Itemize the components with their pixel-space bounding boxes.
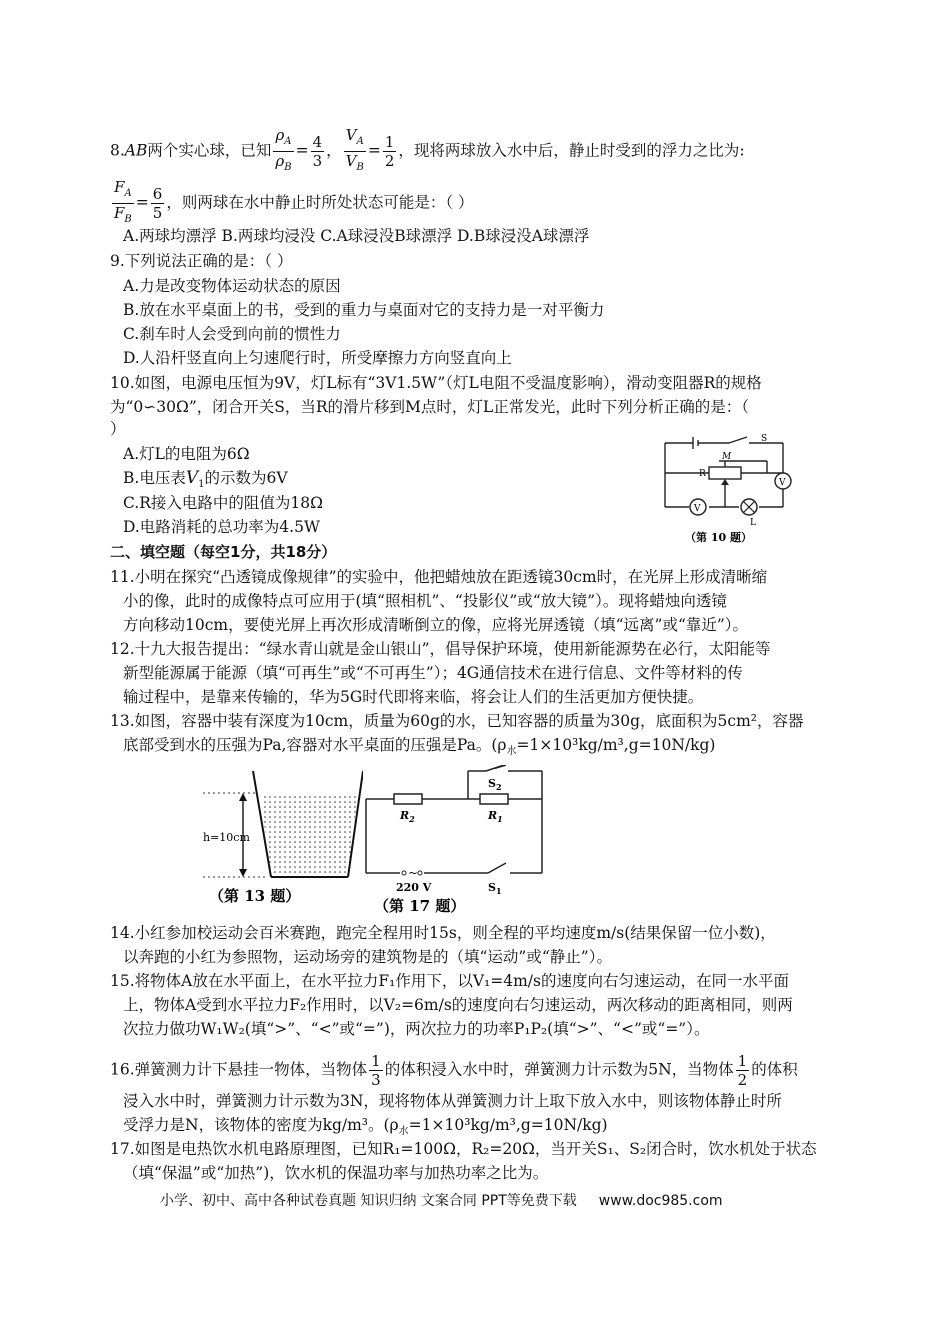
- q14-line-1: 14.小红参加校运动会百米赛跑，跑完全程用时15s，则全程的平均速度m/s(结果保留一位小数)，: [110, 924, 776, 942]
- q12-line-3: 输过程中，是靠来传输的，华为5G时代即将来临，将会让人们的生活更加方便快捷。: [123, 688, 704, 706]
- r2-sub: 2: [409, 814, 415, 824]
- q8-text-2: ，现将两球放入水中后，静止时受到的浮力之比为:: [398, 141, 745, 160]
- frac-den: 2: [384, 152, 395, 170]
- rho-a: ρ: [275, 126, 285, 144]
- fig13-caption: （第 13 题）: [209, 887, 301, 905]
- fig13-h-label: h=10cm: [203, 831, 250, 844]
- q8-line-1: 8.AB两个实心球，已知 $\frac{\rho_A}{\rho_B}$ = $\frac{4}{3}$ ， $\frac{V_A}{V_B}$ = $\frac{1}{2}$ ，现将两球放入水中后，静止时受到的浮力之比为:: [110, 126, 745, 177]
- r1: R: [488, 809, 498, 822]
- f-b-sub: B: [124, 214, 132, 225]
- q16-text-2: 的体积浸入水中时，弹簧测力计示数为5N，当物体: [384, 1060, 734, 1079]
- frac-den: 3: [312, 152, 323, 170]
- q9-option-b: B.放在水平桌面上的书，受到的重力与桌面对它的支持力是一对平衡力: [123, 301, 605, 319]
- q13-line-2: [123, 734, 715, 763]
- r2: R: [400, 809, 410, 822]
- q10-line-3: ）: [110, 420, 126, 438]
- q16-frac-1-3: [369, 1052, 383, 1089]
- q17-line-2: （填“保温”或“加热”)，饮水机的保温功率与加热功率之比为。: [123, 1164, 549, 1182]
- frac-den: 2: [737, 1071, 748, 1089]
- q10-b-v: V: [185, 468, 199, 488]
- s2: S: [488, 777, 496, 790]
- q8-frac-4-3: [311, 133, 325, 170]
- v-a: V: [345, 126, 357, 144]
- q15-line-2: 上，物体A受到水平拉力F₂作用时，以V₂=6m/s的速度向右匀速运动，两次移动的距离相同，则两: [123, 996, 793, 1014]
- q8-frac-1-2: [383, 133, 397, 170]
- v-a-sub: A: [356, 136, 364, 147]
- q14-line-2: 以奔跑的小红为参照物，运动场旁的建筑物是的（填“运动”或“静止”）。: [123, 948, 612, 966]
- q15-line-1: 15.将物体A放在水平面上，在水平拉力F₁作用下，以V₁=4m/s的速度向右匀速运动，在同一水平面: [110, 972, 789, 990]
- s2-sub: 2: [495, 782, 502, 792]
- q10-b-text: B.电压表: [123, 469, 186, 487]
- q10-option-c: C.R接入电路中的阻值为18Ω: [123, 494, 323, 512]
- q11-line-1: 11.小明在探究“凸透镜成像规律”的实验中，他把蜡烛放在距透镜30cm时，在光屏上形成清晰缩: [110, 568, 768, 586]
- q17-line-1: 17.如图是电热饮水机电路原理图，已知R₁=100Ω，R₂=20Ω，当开关S₁、S₂闭合时，饮水机处于状态: [110, 1140, 817, 1158]
- frac-den: 3: [371, 1071, 381, 1089]
- q12-line-2: 新型能源属于能源（填“可再生”或“不可再生”）；4G通信技术在进行信息、文件等材料的传: [123, 664, 743, 682]
- q11-line-3: 方向移动10cm，要使光屏上再次形成清晰倒立的像，应将光屏透镜（填“远离”或“靠近”）。: [123, 616, 749, 634]
- fig17-s1-label: [488, 881, 502, 896]
- fig10-l-label: L: [750, 518, 756, 528]
- fig10-caption: （第 10 题）: [685, 531, 752, 544]
- f-a-sub: A: [124, 188, 132, 199]
- s1: S: [488, 881, 496, 894]
- v-b: V: [345, 152, 357, 170]
- fig17-ac-symbol: ~: [408, 866, 419, 880]
- q8-text-1: 两个实心球，已知: [147, 141, 272, 160]
- fig17-r1-label: [487, 809, 503, 824]
- frac-num: 1: [384, 133, 395, 151]
- q13-rho-sub: 水: [506, 746, 517, 758]
- v-b-sub: B: [356, 162, 364, 173]
- q8-frac-6-5: [151, 185, 165, 222]
- q16-line-1: [110, 1052, 798, 1089]
- footer-text: 小学、初中、高中各种试卷真题 知识归纳 文案合同 PPT等免费下载: [160, 1193, 577, 1209]
- water-fill: [260, 793, 358, 875]
- q10-line-2: 为“0∽30Ω”，闭合开关S，当R的滑片移到M点时，灯L正常发光，此时下列分析正确的是：（: [110, 398, 749, 416]
- fig10-s-label: S: [761, 434, 768, 444]
- f-a: F: [114, 178, 125, 196]
- q16-text-1: 16.弹簧测力计下悬挂一物体，当物体: [110, 1060, 368, 1079]
- fig10-v2-label: V: [779, 478, 786, 488]
- fig10-r-label: R: [699, 469, 706, 479]
- q13-text: 底部受到水的压强为Pa,容器对水平桌面的压强是Pa。(ρ: [123, 736, 507, 754]
- q11-line-2: 小的像，此时的成像特点可应用于(填“照相机”、“投影仪”或“放大镜”）。现将蜡烛向透镜: [123, 592, 727, 610]
- q8-line-2: $\frac{F_A}{F_B}$ = $\frac{6}{5}$ ，则两球在水中静止时所处状态可能是：（ ）: [110, 178, 474, 229]
- q10-option-d: D.电路消耗的总功率为4.5W: [123, 518, 320, 536]
- section-2-title: 二、填空题（每空1分，共18分）: [110, 543, 337, 561]
- rho-b-sub: B: [284, 162, 292, 173]
- fig10-v1-label: V: [694, 504, 701, 514]
- page-footer: [160, 1190, 723, 1210]
- q10-b-sub: 1: [198, 479, 205, 491]
- frac-num: 1: [737, 1052, 748, 1070]
- q16-line-2: 浸入水中时，弹簧测力计示数为3N，现将物体从弹簧测力计上取下放入水中，则该物体静止时所: [123, 1092, 782, 1110]
- fig17-s2-label: [488, 777, 502, 792]
- q16-text-5: =1×10³kg/m³,g=10N/kg): [408, 1116, 608, 1134]
- fig17-voltage-label: 220 V: [396, 881, 432, 894]
- q16-frac-1-2: [736, 1052, 750, 1089]
- q16-text-3: 的体积: [751, 1060, 798, 1079]
- q8-options: A.两球均漂浮 B.两球均浸没 C.A球浸没B球漂浮 D.B球浸没A球漂浮: [123, 227, 590, 245]
- q13-text-2: =1×10³kg/m³,g=10N/kg): [516, 736, 716, 754]
- figure-17-circuit: [360, 765, 550, 915]
- q15-line-3: 次拉力做功W₁W₂(填“>”、“<”或“=”)，两次拉力的功率P₁P₂(填“>”、“<”或“=”）。: [123, 1020, 710, 1038]
- q16-rho-sub: 水: [398, 1126, 409, 1138]
- fig17-r2-label: [399, 809, 415, 824]
- q8-text-3: ，则两球在水中静止时所处状态可能是：（ ）: [166, 193, 474, 212]
- q13-line-1: 13.如图，容器中装有深度为10cm，质量为60g的水，已知容器的质量为30g，底面积为5cm²，容器: [110, 712, 804, 730]
- q12-line-1: 12.十九大报告提出：“绿水青山就是金山银山”，倡导保护环境，使用新能源势在必行，太阳能等: [110, 640, 771, 658]
- q9-option-a: A.力是改变物体运动状态的原因: [123, 277, 341, 295]
- q9-option-c: C.刹车时人会受到向前的惯性力: [123, 325, 341, 343]
- frac-num: 4: [312, 133, 323, 151]
- q10-line-1: 10.如图，电源电压恒为9V，灯L标有“3V1.5W”（灯L电阻不受温度影响），滑动变阻器R的规格: [110, 374, 762, 392]
- q10-option-a: A.灯L的电阻为6Ω: [123, 445, 250, 463]
- footer-site-link[interactable]: www.doc985.com: [598, 1193, 723, 1209]
- frac-num: 1: [371, 1052, 381, 1070]
- q8-density-ratio: [273, 126, 293, 177]
- q8-force-ratio: [112, 178, 134, 229]
- r1-sub: 1: [497, 814, 503, 824]
- q9-stem: 9.下列说法正确的是：（ ）: [110, 252, 293, 270]
- f-b: F: [114, 204, 125, 222]
- q10-b-text-2: 的示数为6V: [204, 469, 288, 487]
- rho-a-sub: A: [284, 136, 292, 147]
- q8-number: 8.: [110, 141, 125, 160]
- fig10-m-label: M: [722, 452, 732, 462]
- q8-ab: AB: [124, 141, 148, 160]
- q16-text-4: 受浮力是N，该物体的密度为kg/m³。(ρ: [123, 1116, 399, 1134]
- frac-num: 6: [152, 185, 163, 203]
- figure-10-circuit: [655, 433, 795, 545]
- q8-volume-ratio: [344, 126, 366, 177]
- q9-option-d: D.人沿杆竖直向上匀速爬行时，所受摩擦力方向竖直向上: [123, 349, 512, 367]
- rho-b: ρ: [275, 152, 285, 170]
- fig17-caption: （第 17 题）: [374, 897, 466, 915]
- frac-den: 5: [152, 204, 163, 222]
- figure-13-container: [203, 765, 363, 907]
- s1-sub: 1: [495, 886, 502, 896]
